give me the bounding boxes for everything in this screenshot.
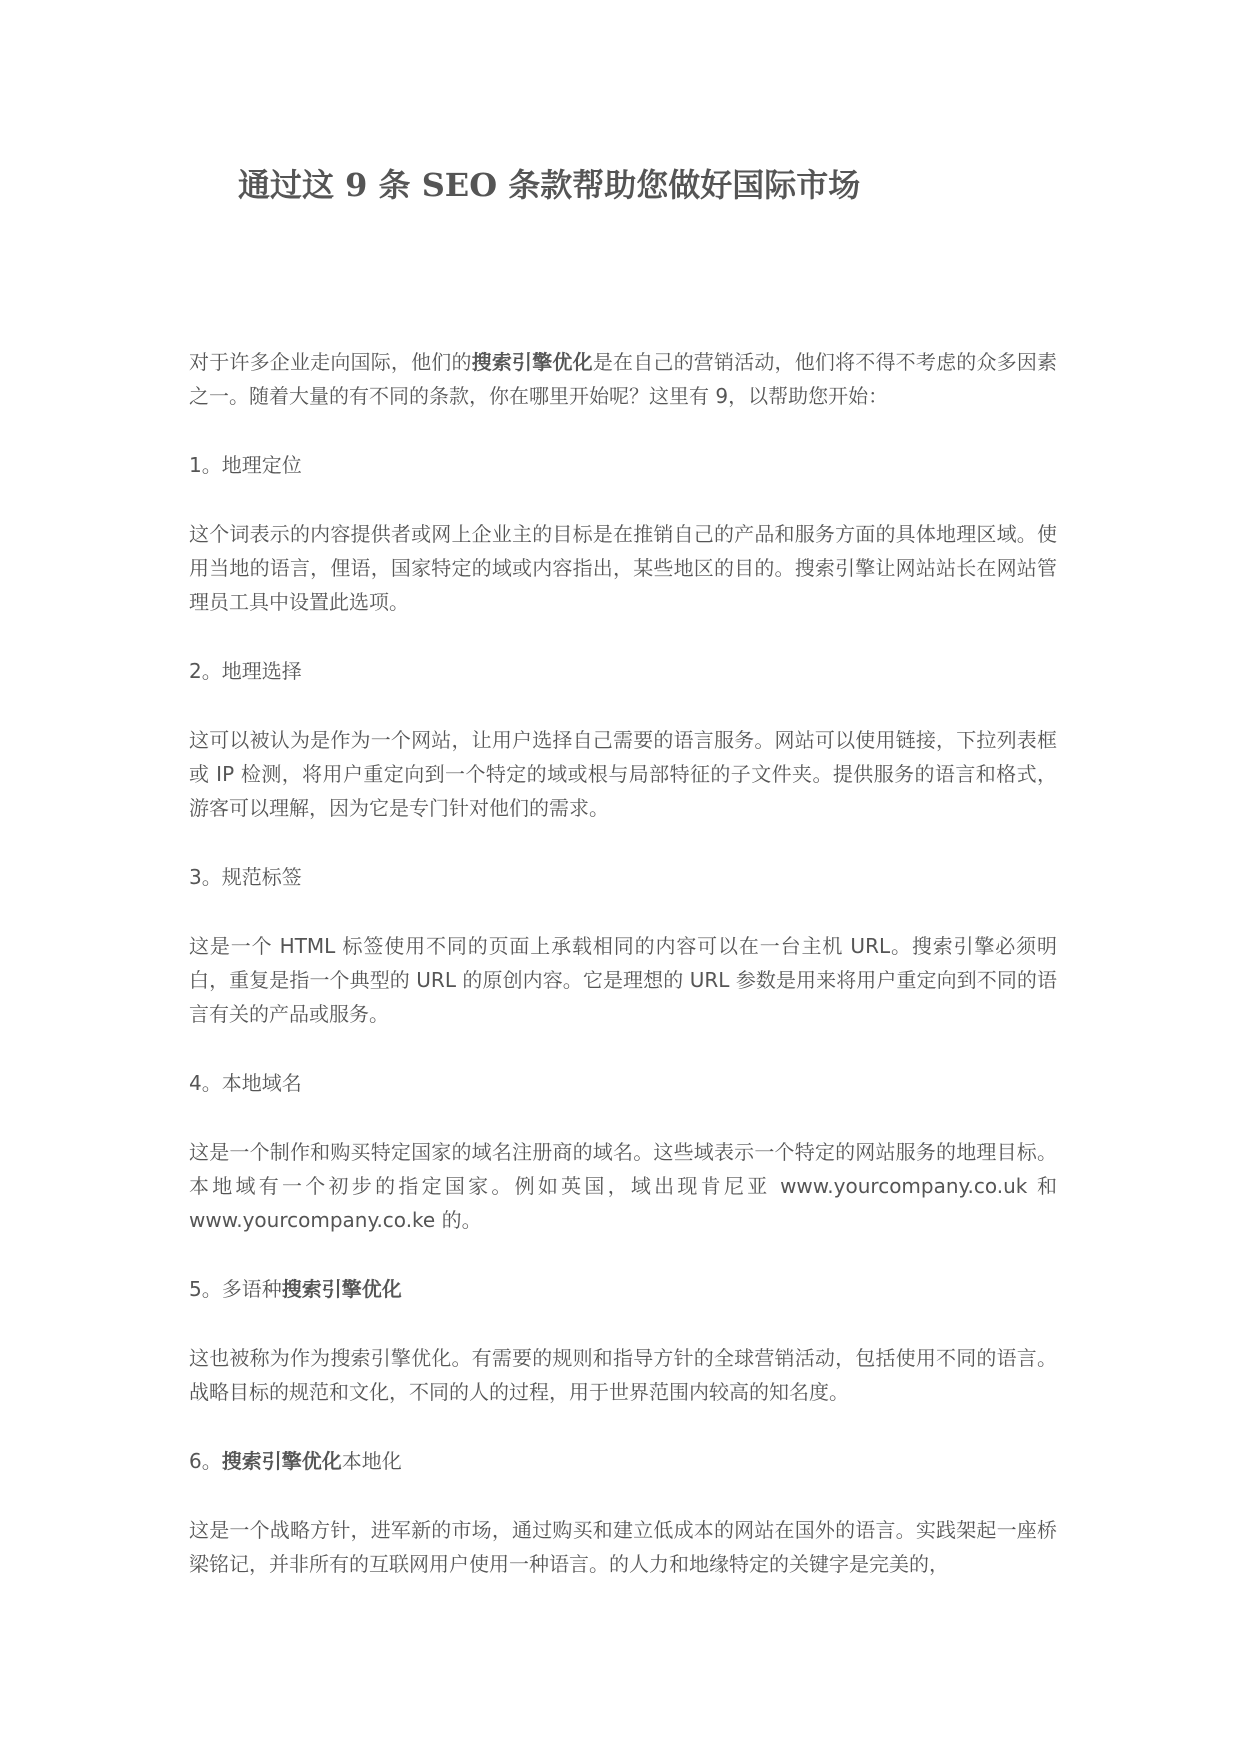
section-body-2: 这可以被认为是作为一个网站，让用户选择自己需要的语言服务。网站可以使用链接，下拉列表框或 IP 检测，将用户重定向到一个特定的域或根与局部特征的子文件夹。提供服务的语言和格式，游客可以理解，因为它是专门针对他们的需求。 <box>189 728 1057 820</box>
intro-text-2: 是在自己的营销活动，他们将不得不考虑的众多因素之一。随着大量的有不同的条款，你在哪里开始呢？这里有 9，以帮助您开始： <box>189 350 1058 408</box>
section-heading-5-prefix: 5。多语种 <box>189 1277 282 1301</box>
section-heading-6-bold: 搜索引擎优化 <box>221 1449 342 1473</box>
section-heading-4: 4。本地域名 <box>189 1071 302 1095</box>
intro-bold-keyword: 搜索引擎优化 <box>471 350 593 374</box>
section-body-1: 这个词表示的内容提供者或网上企业主的目标是在推销自己的产品和服务方面的具体地理区域。使用当地的语言，俚语，国家特定的域或内容指出，某些地区的目的。搜索引擎让网站站长在网站管理员工具中设置此选项。 <box>189 522 1057 614</box>
section-heading-5 <box>189 1272 1057 1306</box>
section-heading-6-prefix: 6。 <box>189 1449 222 1473</box>
section-body-5: 这也被称为作为搜索引擎优化。有需要的规则和指导方针的全球营销活动，包括使用不同的语言。战略目标的规范和文化，不同的人的过程，用于世界范围内较高的知名度。 <box>189 1346 1057 1404</box>
section-heading-5-bold: 搜索引擎优化 <box>281 1277 402 1301</box>
article-body <box>189 345 1057 1616</box>
intro-paragraph <box>189 345 1057 413</box>
section-body-3: 这是一个 HTML 标签使用不同的页面上承载相同的内容可以在一台主机 URL。搜索引擎必须明白，重复是指一个典型的 URL 的原创内容。它是理想的 URL 参数是用来将用户重定向到不同的语言有关的产品或服务。 <box>189 934 1057 1026</box>
section-body-6: 这是一个战略方针，进军新的市场，通过购买和建立低成本的网站在国外的语言。实践架起一座桥梁铭记，并非所有的互联网用户使用一种语言。的人力和地缘特定的关键字是完美的， <box>189 1518 1057 1576</box>
section-heading-6 <box>189 1444 1057 1478</box>
page-title: 通过这 9 条 SEO 条款帮助您做好国际市场 <box>238 166 861 204</box>
section-heading-1: 1。地理定位 <box>189 453 302 477</box>
intro-text-1: 对于许多企业走向国际，他们的 <box>189 350 472 374</box>
section-heading-3: 3。规范标签 <box>189 865 302 889</box>
section-heading-6-suffix: 本地化 <box>341 1449 402 1473</box>
section-heading-2: 2。地理选择 <box>189 659 302 683</box>
section-body-4: 这是一个制作和购买特定国家的域名注册商的域名。这些域表示一个特定的网站服务的地理目标。本地域有一个初步的指定国家。例如英国，域出现肯尼亚 www.yourcompany.co.uk 和 www.yourcompany.co.ke 的。 <box>189 1140 1057 1232</box>
